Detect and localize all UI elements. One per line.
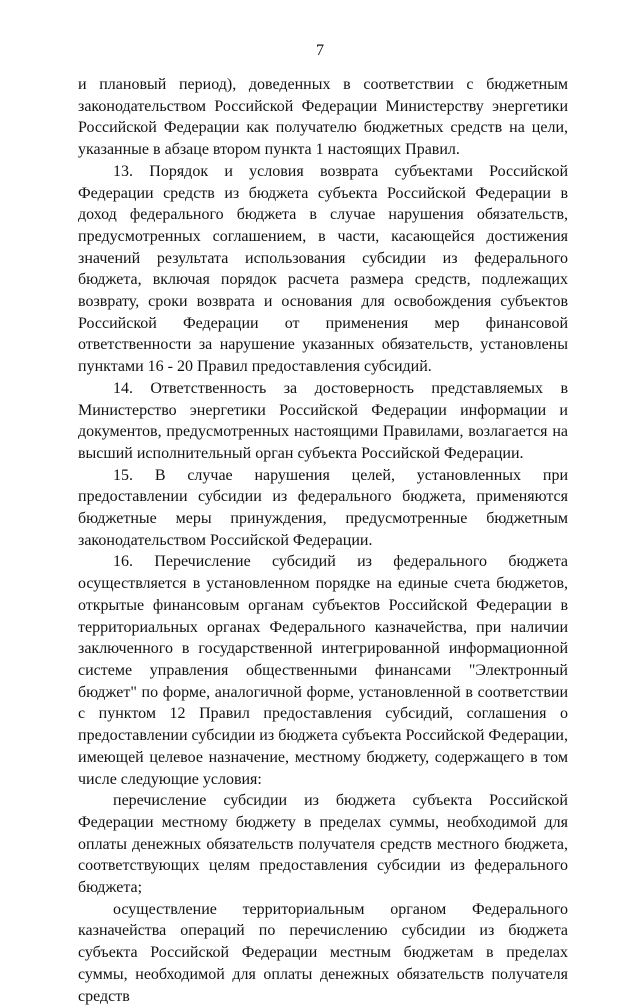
paragraph-14: 14. Ответственность за достоверность представляемых в Министерство энергетики Российской Федерации информации и документов, предусмотренных настоящими Правилами, возлагается на высший исполнительный орган субъекта Российской Федерации. — [78, 379, 568, 462]
page-number: 7 — [316, 42, 324, 59]
paragraph-continuation: и плановый период), доведенных в соответствии с бюджетным законодательством Российской Федерации Министерству энергетики Российской Федерации как получателю бюджетных средств на цели, указанные в абзаце втором пункта 1 настоящих Правил. — [78, 76, 568, 159]
condition-item-1: перечисление субсидии из бюджета субъекта Российской Федерации местному бюджету в пределах суммы, необходимой для оплаты денежных обязательств получателя средств местного бюджета, соответствующих целям предоставления субсидии из федерального бюджета; — [78, 792, 568, 897]
paragraph-13: 13. Порядок и условия возврата субъектами Российской Федерации средств из бюджета субъекта Российской Федерации в доход федерального бюджета в случае нарушения обязательств, предусмотренных соглашением, в части, касающейся достижения значений результата использования субсидии из федерального бюджета, включая порядок расчета размера средств, подлежащих возврату, сроки возврата и основания для освобождения субъектов Российской Федерации от применения мер финансовой ответственности за нарушение указанных обязательств, установлены пунктами 16 - 20 Правил предоставления субсидий. — [78, 162, 568, 376]
document-body — [78, 74, 568, 1007]
paragraph-16: 16. Перечисление субсидий из федерального бюджета осуществляется в установленном порядке на единые счета бюджетов, открытые финансовым органам субъектов Российской Федерации в территориальных органах Федерального казначейства, при наличии заключенного в государственной интегрированной информационной системе управления общественными финансами "Электронный бюджет" по форме, аналогичной форме, установленной в соответствии с пунктом 12 Правил предоставления субсидий, соглашения о предоставлении субсидии из бюджета субъекта Российской Федерации, имеющей целевое назначение, местному бюджету, содержащего в том числе следующие условия: — [78, 553, 568, 788]
condition-item-2: осуществление территориальным органом Федерального казначейства операций по перечислению субсидии из бюджета субъекта Российской Федерации местным бюджетам в пределах суммы, необходимой для оплаты денежных обязательств получателя средств — [78, 900, 568, 1005]
paragraph-15: 15. В случае нарушения целей, установленных при предоставлении субсидии из федерального бюджета, применяются бюджетные меры принуждения, предусмотренные бюджетным законодательством Российской Федерации. — [78, 466, 568, 549]
